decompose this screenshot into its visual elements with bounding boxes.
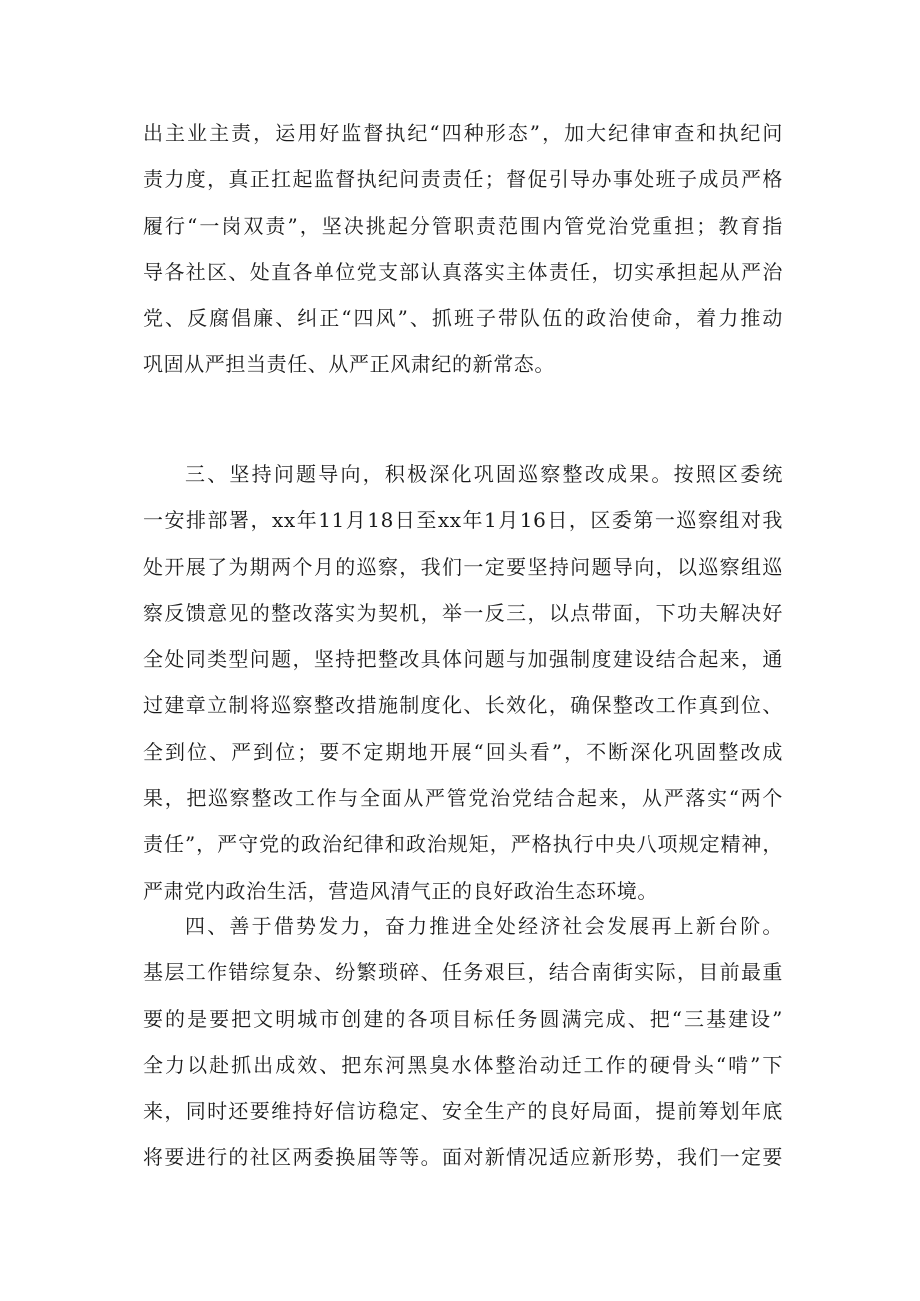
text-line: 一安排部署，xx年11月18日至xx年1月16日，区委第一巡察组对我 — [143, 508, 783, 533]
text-line: 果，把巡察整改工作与全面从严管党治党结合起来，从严落实“两个 — [143, 786, 783, 811]
text-line: 过建章立制将巡察整改措施制度化、长效化，确保整改工作真到位、 — [143, 693, 783, 718]
text-line: 党、反腐倡廉、纠正“四风”、抓班子带队伍的政治使命，着力推动 — [143, 306, 783, 331]
paragraph-section-three — [143, 451, 783, 914]
text-line: 巩固从严担当责任、从严正风肃纪的新常态。 — [143, 352, 555, 377]
text-line: 察反馈意见的整改落实为契机，举一反三，以点带面，下功夫解决好 — [143, 600, 783, 625]
text-line: 全力以赴抓出成效、把东河黑臭水体整治动迁工作的硬骨头“啃”下 — [143, 1052, 783, 1077]
text-line: 全处同类型问题，坚持把整改具体问题与加强制度建设结合起来，通 — [143, 647, 783, 672]
text-line: 责任”，严守党的政治纪律和政治规矩，严格执行中央八项规定精神， — [143, 832, 783, 857]
section-heading-line: 四、善于借势发力，奋力推进全处经济社会发展再上新台阶。 — [185, 914, 783, 938]
text-line: 严肃党内政治生活，营造风清气正的良好政治生态环境。 — [143, 878, 658, 903]
paragraph-continuation — [143, 110, 783, 388]
text-line: 将要进行的社区两委换届等等。面对新情况适应新形势，我们一定要 — [143, 1145, 783, 1170]
text-line: 责力度，真正扛起监督执纪问责责任；督促引导办事处班子成员严格 — [143, 167, 783, 192]
text-line: 要的是要把文明城市创建的各项目标任务圆满完成、把“三基建设” — [143, 1006, 783, 1031]
paragraph-section-four — [143, 903, 783, 1181]
text-line: 全到位、严到位；要不定期地开展“回头看”，不断深化巩固整改成 — [143, 739, 783, 764]
text-line: 基层工作错综复杂、纷繁琐碎、任务艰巨，结合南街实际，目前最重 — [143, 960, 783, 985]
text-line: 处开展了为期两个月的巡察，我们一定要坚持问题导向，以巡察组巡 — [143, 554, 783, 579]
text-line: 履行“一岗双责”，坚决挑起分管职责范围内管党治党重担；教育指 — [143, 213, 783, 238]
section-heading-line: 三、坚持问题导向，积极深化巩固巡察整改成果。按照区委统 — [185, 462, 783, 486]
text-line: 出主业主责，运用好监督执纪“四种形态”，加大纪律审查和执纪问 — [143, 121, 783, 145]
text-line: 来，同时还要维持好信访稳定、安全生产的良好局面，提前筹划年底 — [143, 1099, 783, 1124]
text-line: 导各社区、处直各单位党支部认真落实主体责任，切实承担起从严治 — [143, 259, 783, 284]
